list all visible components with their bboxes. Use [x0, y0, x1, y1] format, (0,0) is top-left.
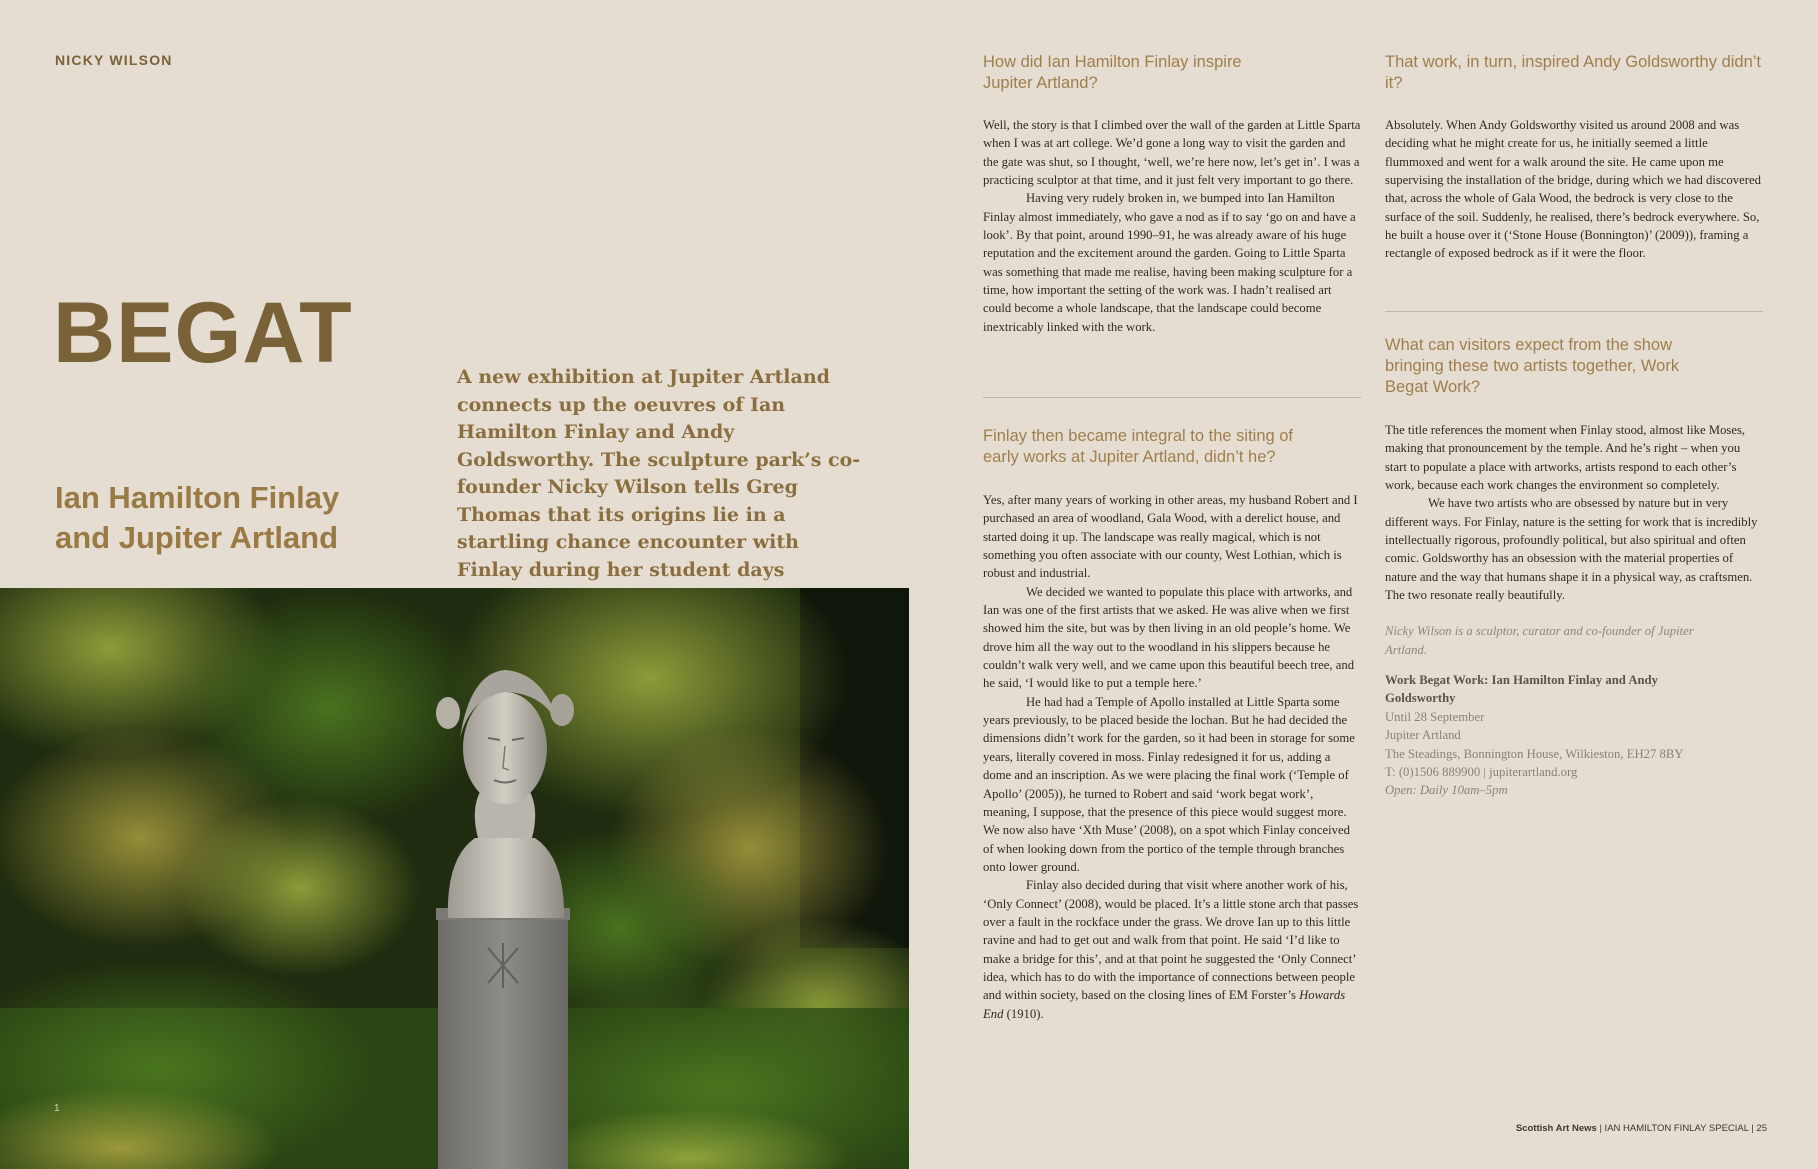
sculpture-photo-image [0, 588, 909, 1169]
column-2-section-2 [1385, 335, 1763, 800]
answer-2-paragraph-4-text: Finlay also decided during that visit where another work of his, ‘Only Connect’ (2008), would be placed. It’s a little stone arch that passes over a fault in the rockface under the grass. We drove Ian up to this little ravine and had to get out and walk from that point. He said ‘I’d like to make a bridge for this’, and at that point he suggested the ‘Only Connect’ idea, which has to do with the importance of connections between people and within society, based on the closing lines of EM Forster’s [983, 878, 1359, 1003]
answer-2-paragraph-4 [983, 876, 1361, 1023]
section-divider-2 [1385, 311, 1763, 312]
question-2: Finlay then became integral to the siting of early works at Jupiter Artland, didn’t he? [983, 427, 1294, 466]
exhibition-address: The Steadings, Bonnington House, Wilkieston, EH27 8BY [1385, 746, 1684, 761]
answer-2-paragraph-1: Yes, after many years of working in other areas, my husband Robert and I purchased an area of woodland, Gala Wood, with a derelict house, and started doing it up. The landscape was really magical, which is not something you often associate with our county, West Lothian, which is robust and industrial. [983, 493, 1358, 581]
section-divider [983, 397, 1361, 398]
sculpture-photo [0, 588, 909, 1169]
answer-1-paragraph-1: Well, the story is that I climbed over the wall of the garden at Little Sparta when I was at art college. We’d gone a long way to visit the garden and the gate was shut, so I thought, ‘well, we’re here now, let’s get in’. I was a practicing sculptor at that time, and it just felt very important to go there. [983, 118, 1361, 188]
answer-4-paragraph-2: We have two artists who are obsessed by nature but in very different ways. For Finlay, nature is the setting for work that is incredibly intellectually rigorous, profoundly political, but also spiritual and often comic. Goldsworthy has an obsession with the material properties of nature and the way that humans shape it in a physical way, as craftsmen. The two resonate really beautifully. [1385, 496, 1758, 603]
answer-4-paragraph-1: The title references the moment when Finlay stood, almost like Moses, making that pronouncement by the temple. And he’s right – when you start to populate a place with artworks, artists respond to each other’s work, because each work changes the environment so completely. [1385, 423, 1746, 493]
column-1 [983, 52, 1361, 336]
exhibition-contact[interactable]: T: (0)1506 889900 | jupiterartland.org [1385, 764, 1578, 779]
exhibition-title: Work Begat Work: Ian Hamilton Finlay and Andy Goldsworthy [1385, 673, 1658, 706]
answer-2-paragraph-2: We decided we wanted to populate this place with artworks, and Ian was one of the first artists that we asked. He was alive when we first showed him the site, but was by then living in an old people’s home. We drove him all the way out to the woodland in his slippers because he couldn’t walk very well, and we came upon this beautiful beech tree, and he said, ‘I would like to put a temple here.’ [983, 584, 1355, 691]
exhibition-venue: Jupiter Artland [1385, 728, 1461, 743]
question-3: That work, in turn, inspired Andy Goldsworthy didn’t it? [1385, 53, 1762, 92]
exhibition-info [1385, 671, 1763, 799]
column-2 [1385, 52, 1763, 263]
author-credit: Nicky Wilson is a sculptor, curator and co-founder of Jupiter Artland. [1385, 624, 1694, 657]
question-4: What can visitors expect from the show bringing these two artists together, Work Begat Work? [1385, 336, 1680, 396]
byline: NICKY WILSON [55, 52, 173, 68]
column-1-section-2 [983, 426, 1361, 1023]
page-title: BEGAT [53, 285, 353, 381]
exhibition-hours: Open: Daily 10am–5pm [1385, 783, 1508, 798]
footer-section: | IAN HAMILTON FINLAY SPECIAL | 25 [1596, 1123, 1767, 1134]
exhibition-dates: Until 28 September [1385, 709, 1485, 724]
footer-publication: Scottish Art News [1515, 1123, 1597, 1134]
question-1: How did Ian Hamilton Finlay inspire Jupiter Artland? [983, 53, 1242, 92]
answer-1-paragraph-2: Having very rudely broken in, we bumped into Ian Hamilton Finlay almost immediately, who gave a nod as if to say ‘go on and have a look’. By that point, around 1990–91, he was already aware of his huge reputation and the excitement around the garden. Going to Little Sparta was something that made me realise, having been making sculpture for a time, how important the setting of the work was. I hadn’t realised art could become a whole landscape, that the landscape could become inextricably linked with the work. [983, 191, 1356, 334]
subtitle: Ian Hamilton Finlay and Jupiter Artland [55, 480, 340, 555]
answer-3-paragraph-1: Absolutely. When Andy Goldsworthy visited us around 2008 and was deciding what he might create for us, he initially seemed a little flummoxed and went for a walk around the site. He came upon me supervising the installation of the bridge, during which we had discovered that, across the whole of Gala Wood, the bedrock is very close to the surface of the soil. Suddenly, he realised, there’s bedrock everywhere. So, he built a house over it (‘Stone House (Bonnington)’ (2009)), framing a rectangle of exposed bedrock as if it were the floor. [1385, 118, 1761, 261]
answer-2-paragraph-4-end: (1910). [1003, 1006, 1044, 1021]
answer-2-paragraph-3: He had had a Temple of Apollo installed at Little Sparta some years previously, to be placed beside the lochan. But he had decided the dimensions didn’t work for the garden, so it had been in storage for some years, literally covered in moss. Finlay redesigned it for us, adding a dome and an inscription. As we were placing the final work (‘Temple of Apollo’ (2005)), he turned to Robert and said ‘work begat work’, meaning, I suppose, that the presence of this piece would suggest more. We now also have ‘Xth Muse’ (2008), on a spot which Finlay conceived of when looking down from the portico of the temple through branches onto lower ground. [983, 694, 1355, 874]
standfirst: A new exhibition at Jupiter Artland connects up the oeuvres of Ian Hamilton Finlay and Andy Goldsworthy. The sculpture park’s co-founder Nicky Wilson tells Greg Thomas that its origins lie in a startling chance encounter with Finlay during her student days [457, 366, 861, 581]
page-footer [1516, 1123, 1767, 1134]
book-title: Howards End [983, 988, 1346, 1021]
photo-number: 1 [54, 1103, 60, 1114]
